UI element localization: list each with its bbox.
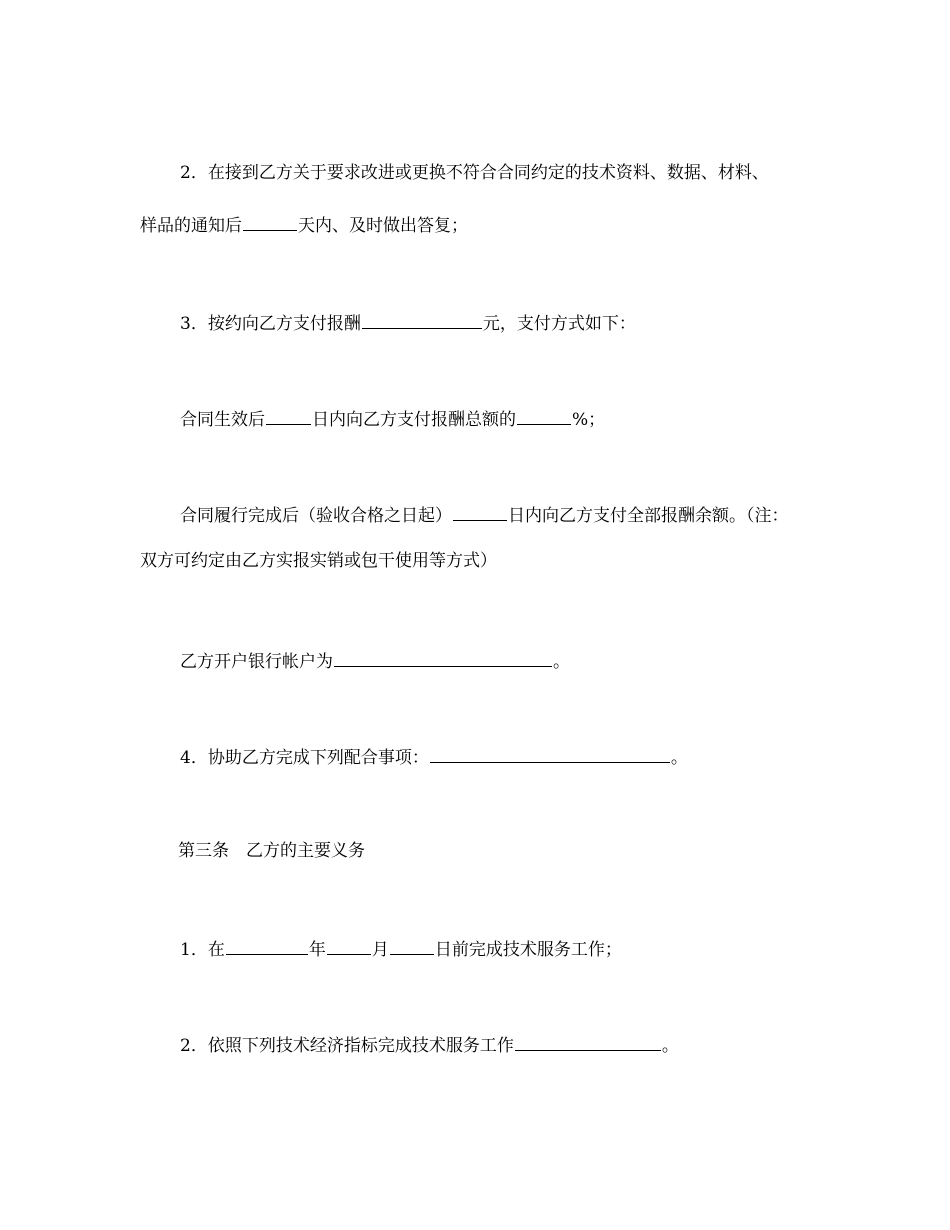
duty-3-text-start: 3．按约向乙方支付报酬	[180, 314, 361, 334]
year-label: 年	[308, 940, 326, 960]
party-a-duty-3	[180, 310, 636, 335]
completion-days-blank	[453, 502, 507, 521]
duty-4-end: 。	[670, 748, 688, 768]
cooperation-items-blank	[430, 744, 670, 763]
duty-2-text-end: 天内、及时做出答复；	[298, 216, 468, 236]
completion-text-start: 合同履行完成后（验收合格之日起）	[180, 506, 452, 526]
bank-account-end: 。	[553, 652, 570, 672]
completion-text-end: 日内向乙方支付全部报酬余额。（注：	[508, 506, 789, 526]
percent-blank	[517, 406, 571, 425]
effective-text-start: 合同生效后	[180, 410, 265, 430]
day-blank	[390, 936, 434, 955]
effective-text-mid: 日内向乙方支付报酬总额的	[312, 410, 516, 430]
effective-days-blank	[266, 406, 311, 425]
party-b-duty-1	[180, 936, 622, 961]
party-a-duty-2-line1	[180, 162, 769, 184]
payment-amount-blank	[362, 310, 482, 329]
party-b-duty-2	[180, 1032, 679, 1057]
payment-after-effective	[180, 406, 605, 431]
duty-b2-end: 。	[661, 1036, 679, 1056]
duty-2-text: 2．在接到乙方关于要求改进或更换不符合合同约定的技术资料、数据、材料、	[180, 163, 769, 183]
year-blank	[226, 936, 308, 955]
indicators-blank	[515, 1032, 661, 1051]
party-a-duty-4	[180, 744, 688, 769]
completion-note: 双方可约定由乙方实报实销或包干使用等方式）	[140, 551, 497, 571]
bank-account-line	[180, 648, 570, 673]
article-3-title: 第三条 乙方的主要义务	[178, 841, 365, 861]
payment-after-completion-line1	[180, 502, 789, 527]
bank-account-blank	[334, 648, 552, 667]
duty-3-text-end: 元，支付方式如下：	[482, 314, 636, 334]
month-blank	[327, 936, 371, 955]
days-blank	[243, 212, 297, 231]
duty-b1-text-start: 1．在	[180, 940, 225, 960]
month-label: 月	[371, 940, 389, 960]
duty-b2-text: 2．依照下列技术经济指标完成技术服务工作	[180, 1036, 514, 1056]
duty-4-text: 4．协助乙方完成下列配合事项：	[180, 748, 429, 768]
effective-text-end: %；	[572, 410, 606, 430]
duty-2-text-start: 样品的通知后	[140, 216, 242, 236]
article-3-heading	[178, 840, 365, 862]
bank-account-label: 乙方开户银行帐户为	[180, 652, 333, 672]
payment-after-completion-line2	[140, 550, 497, 572]
party-a-duty-2-line2	[140, 212, 468, 237]
duty-b1-text-end: 日前完成技术服务工作；	[434, 940, 622, 960]
